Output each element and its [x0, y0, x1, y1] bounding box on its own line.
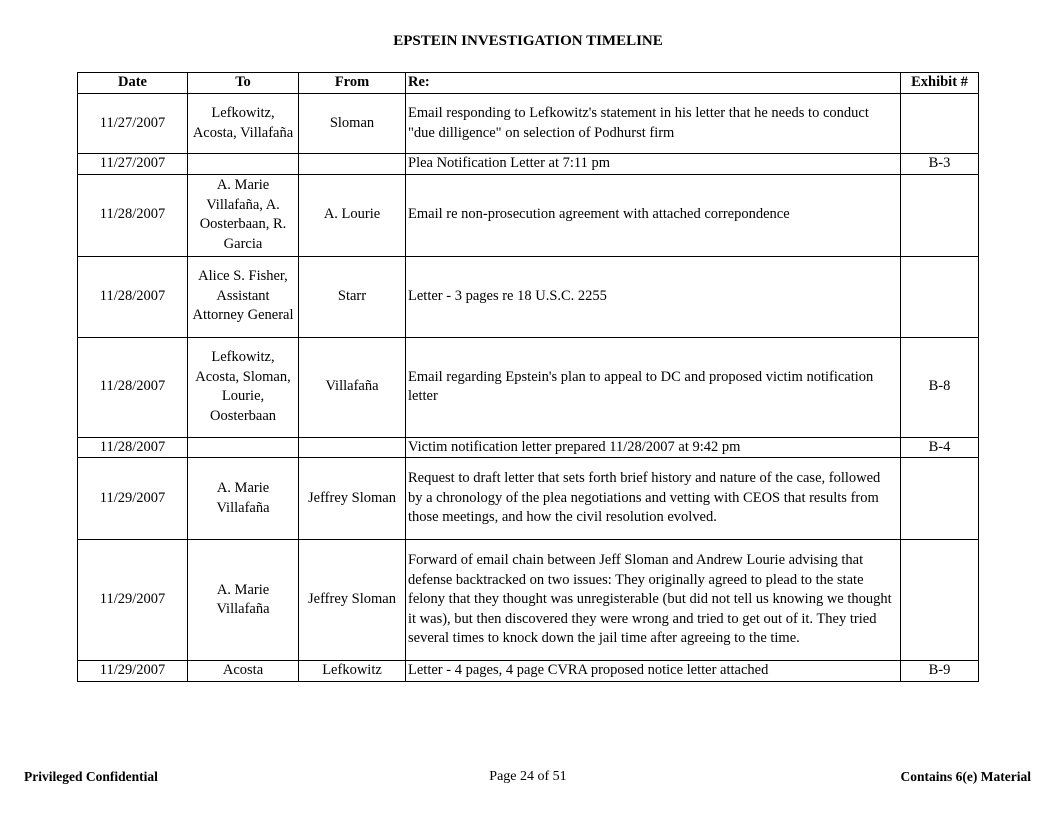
cell-from: Villafaña	[299, 337, 406, 437]
cell-re: Letter - 4 pages, 4 page CVRA proposed notice letter attached	[406, 661, 901, 682]
cell-date: 11/29/2007	[78, 540, 188, 661]
table-row	[78, 458, 979, 540]
table-row	[78, 94, 979, 154]
cell-exhibit	[901, 256, 979, 337]
cell-re: Plea Notification Letter at 7:11 pm	[406, 154, 901, 175]
cell-from: A. Lourie	[299, 174, 406, 256]
cell-date: 11/28/2007	[78, 256, 188, 337]
footer-privileged-label: Privileged Confidential	[24, 769, 158, 784]
cell-from: Lefkowitz	[299, 661, 406, 682]
table-row	[78, 256, 979, 337]
cell-date: 11/28/2007	[78, 437, 188, 458]
cell-exhibit	[901, 540, 979, 661]
cell-to: Lefkowitz, Acosta, Sloman, Lourie, Oosterbaan	[188, 337, 299, 437]
table-row	[78, 540, 979, 661]
column-header-from: From	[299, 73, 406, 94]
timeline-table	[77, 72, 979, 682]
cell-to: A. Marie Villafaña	[188, 540, 299, 661]
footer-page-number: Page 24 of 51	[489, 769, 567, 784]
column-header-re: Re:	[406, 73, 901, 94]
footer-material-label: Contains 6(e) Material	[900, 769, 1031, 784]
cell-from: Jeffrey Sloman	[299, 458, 406, 540]
table-row	[78, 337, 979, 437]
cell-re: Forward of email chain between Jeff Sloman and Andrew Lourie advising that defense backtracked on two issues: They originally agreed to plead to the state felony that they thought was unregisterable (but did not tell us knowing we thought it was), but then discovered they were wrong and tried to get out of it. They tried several times to knock down the jail time after agreeing to the time.	[406, 540, 901, 661]
cell-to: A. Marie Villafaña	[188, 458, 299, 540]
cell-to: A. Marie Villafaña, A. Oosterbaan, R. Garcia	[188, 174, 299, 256]
cell-to: Lefkowitz, Acosta, Villafaña	[188, 94, 299, 154]
cell-to: Acosta	[188, 661, 299, 682]
cell-re: Request to draft letter that sets forth brief history and nature of the case, followed by a chronology of the plea negotiations and vetting with CEOS that results from those meetings, and how the civil resolution evolved.	[406, 458, 901, 540]
column-header-exhibit: Exhibit #	[901, 73, 979, 94]
cell-exhibit: B-3	[901, 154, 979, 175]
cell-from	[299, 437, 406, 458]
cell-date: 11/28/2007	[78, 337, 188, 437]
cell-to	[188, 437, 299, 458]
cell-exhibit: B-8	[901, 337, 979, 437]
table-header-row	[78, 73, 979, 94]
cell-from: Starr	[299, 256, 406, 337]
cell-exhibit	[901, 94, 979, 154]
table-row	[78, 154, 979, 175]
column-header-to: To	[188, 73, 299, 94]
cell-date: 11/29/2007	[78, 661, 188, 682]
cell-re: Email regarding Epstein's plan to appeal to DC and proposed victim notification letter	[406, 337, 901, 437]
cell-date: 11/27/2007	[78, 94, 188, 154]
document-title: EPSTEIN INVESTIGATION TIMELINE	[393, 33, 663, 49]
column-header-date: Date	[78, 73, 188, 94]
cell-exhibit: B-4	[901, 437, 979, 458]
cell-date: 11/27/2007	[78, 154, 188, 175]
cell-re: Email responding to Lefkowitz's statement in his letter that he needs to conduct "due dilligence" on selection of Podhurst firm	[406, 94, 901, 154]
cell-to	[188, 154, 299, 175]
cell-from: Sloman	[299, 94, 406, 154]
cell-exhibit	[901, 174, 979, 256]
cell-to: Alice S. Fisher, Assistant Attorney General	[188, 256, 299, 337]
table-row	[78, 174, 979, 256]
cell-from	[299, 154, 406, 175]
cell-re: Victim notification letter prepared 11/28/2007 at 9:42 pm	[406, 437, 901, 458]
table-row	[78, 437, 979, 458]
cell-re: Letter - 3 pages re 18 U.S.C. 2255	[406, 256, 901, 337]
cell-re: Email re non-prosecution agreement with attached correpondence	[406, 174, 901, 256]
table-row	[78, 661, 979, 682]
cell-exhibit	[901, 458, 979, 540]
cell-exhibit: B-9	[901, 661, 979, 682]
cell-from: Jeffrey Sloman	[299, 540, 406, 661]
cell-date: 11/29/2007	[78, 458, 188, 540]
cell-date: 11/28/2007	[78, 174, 188, 256]
